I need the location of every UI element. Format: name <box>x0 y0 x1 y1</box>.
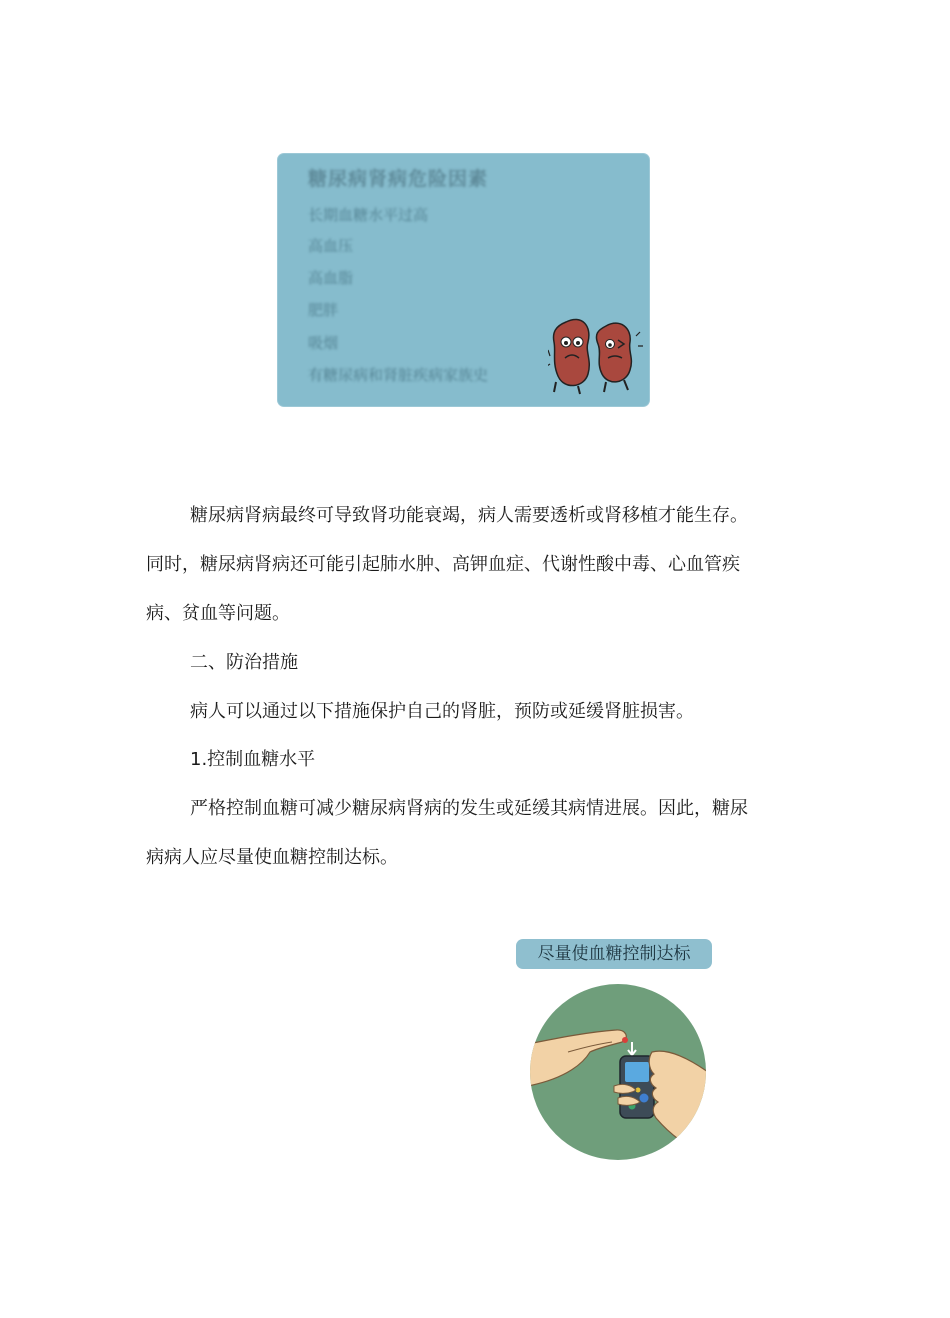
paragraph: 病病人应尽量使血糖控制达标。 <box>146 847 398 868</box>
card-item: 肥胖 <box>308 301 339 319</box>
card-item: 高血压 <box>308 237 354 255</box>
subsection-heading: 1.控制血糖水平 <box>190 749 316 770</box>
section-heading: 二、防治措施 <box>190 652 298 673</box>
card-title: 糖尿病肾病危险因素 <box>308 168 489 190</box>
illustration-badge: 尽量使血糖控制达标 <box>516 939 712 969</box>
card-item: 有糖尿病和肾脏疾病家族史 <box>308 366 489 384</box>
glucose-meter-illustration <box>528 982 708 1162</box>
paragraph: 同时，糖尿病肾病还可能引起肺水肿、高钾血症、代谢性酸中毒、心血管疾 <box>146 554 740 575</box>
kidney-characters-illustration <box>548 312 644 396</box>
paragraph: 病、贫血等问题。 <box>146 603 290 624</box>
paragraph: 糖尿病肾病最终可导致肾功能衰竭，病人需要透析或肾移植才能生存。 <box>190 505 748 526</box>
card-item: 高血脂 <box>308 269 354 287</box>
card-item: 吸烟 <box>308 334 339 352</box>
paragraph: 严格控制血糖可减少糖尿病肾病的发生或延缓其病情进展。因此，糖尿 <box>190 798 748 819</box>
card-item: 长期血糖水平过高 <box>308 206 429 224</box>
risk-factor-card <box>278 154 649 406</box>
paragraph: 病人可以通过以下措施保护自己的肾脏，预防或延缓肾脏损害。 <box>190 701 694 722</box>
